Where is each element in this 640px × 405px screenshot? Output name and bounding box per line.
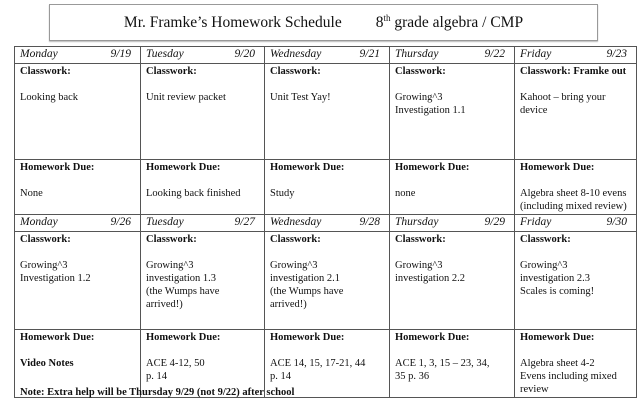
day-name: Wednesday xyxy=(270,48,322,60)
classwork-label: Classwork: Framke out xyxy=(520,66,627,77)
classwork-text: Growing^3 investigation 1.3 (the Wumps have arrived!) xyxy=(146,260,220,310)
homework-label: Homework Due: xyxy=(20,332,95,343)
homework-label: Homework Due: xyxy=(395,332,470,343)
classwork-cell xyxy=(515,232,637,330)
classwork-label: Classwork: xyxy=(20,234,71,245)
day-name: Tuesday xyxy=(146,48,184,60)
day-date: 9/29 xyxy=(484,216,505,228)
homework-label: Homework Due: xyxy=(270,162,345,173)
classwork-cell xyxy=(390,64,515,160)
classwork-text: Growing^3 investigation 2.3 Scales is coming! xyxy=(520,260,595,297)
title-grade xyxy=(376,13,523,32)
day-date: 9/20 xyxy=(234,48,255,60)
homework-cell xyxy=(141,160,265,215)
day-name: Friday xyxy=(520,48,552,60)
day-date: 9/28 xyxy=(359,216,380,228)
classwork-label: Classwork: xyxy=(146,66,197,77)
day-header xyxy=(15,215,141,232)
homework-text: ACE 14, 15, 17-21, 44 p. 14 xyxy=(270,358,366,382)
day-name: Friday xyxy=(520,216,552,228)
homework-cell xyxy=(390,160,515,215)
homework-label: Homework Due: xyxy=(520,162,595,173)
day-name: Wednesday xyxy=(270,216,322,228)
homework-label: Homework Due: xyxy=(270,332,345,343)
document-title xyxy=(49,4,598,41)
homework-text: Video Notes xyxy=(20,358,74,369)
homework-text: Algebra sheet 4-2 Evens including mixed review xyxy=(520,358,617,395)
homework-text: Study xyxy=(270,188,295,199)
day-header xyxy=(265,47,390,64)
day-date: 9/26 xyxy=(110,216,131,228)
week-header-row xyxy=(15,47,637,64)
classwork-cell xyxy=(265,64,390,160)
classwork-cell xyxy=(141,232,265,330)
classwork-text: Growing^3 investigation 2.2 xyxy=(395,260,465,284)
day-header xyxy=(141,215,265,232)
classwork-text: Growing^3 Investigation 1.1 xyxy=(395,92,466,116)
homework-label: Homework Due: xyxy=(146,332,221,343)
day-header xyxy=(15,47,141,64)
homework-cell xyxy=(515,160,637,215)
day-name: Thursday xyxy=(395,216,439,228)
classwork-text: Looking back xyxy=(20,92,79,103)
classwork-text: Growing^3 investigation 2.1 (the Wumps have arrived!) xyxy=(270,260,344,310)
day-header xyxy=(515,47,637,64)
classwork-cell xyxy=(390,232,515,330)
day-name: Tuesday xyxy=(146,216,184,228)
grade-number: 8 xyxy=(375,14,384,32)
homework-label: Homework Due: xyxy=(395,162,470,173)
classwork-label: Classwork: xyxy=(270,234,321,245)
classwork-label: Classwork: xyxy=(146,234,197,245)
day-date: 9/22 xyxy=(484,48,505,60)
classwork-label: Classwork: xyxy=(520,234,571,245)
homework-label: Homework Due: xyxy=(146,162,221,173)
classwork-cell xyxy=(265,232,390,330)
classwork-label: Classwork: xyxy=(395,66,446,77)
classwork-text: Unit Test Yay! xyxy=(270,92,331,103)
footer-note: Note: Extra help will be Thursday 9/29 (not 9/22) after school xyxy=(20,387,295,398)
classwork-label: Classwork: xyxy=(270,66,321,77)
homework-text: ACE 4-12, 50 p. 14 xyxy=(146,358,205,382)
homework-label: Homework Due: xyxy=(20,162,95,173)
homework-text: none xyxy=(395,188,416,199)
day-header xyxy=(141,47,265,64)
classwork-cell xyxy=(141,64,265,160)
homework-label: Homework Due: xyxy=(520,332,595,343)
classwork-label: Classwork: xyxy=(20,66,71,77)
day-header xyxy=(265,215,390,232)
homework-cell xyxy=(265,160,390,215)
homework-row xyxy=(15,160,637,215)
grade-suffix: th xyxy=(383,12,391,23)
day-date: 9/23 xyxy=(606,48,627,60)
homework-cell xyxy=(15,160,141,215)
classwork-row xyxy=(15,232,637,330)
day-date: 9/19 xyxy=(110,48,131,60)
classwork-label: Classwork: xyxy=(395,234,446,245)
homework-cell xyxy=(390,330,515,398)
homework-schedule-table xyxy=(14,46,637,398)
day-date: 9/30 xyxy=(606,216,627,228)
classwork-cell xyxy=(15,232,141,330)
title-teacher: Mr. Framke’s Homework Schedule xyxy=(123,13,342,31)
week-header-row xyxy=(15,215,637,232)
day-name: Monday xyxy=(20,216,58,228)
day-header xyxy=(515,215,637,232)
homework-text: Looking back finished xyxy=(146,188,241,199)
day-name: Thursday xyxy=(395,48,439,60)
grade-subject: grade algebra / CMP xyxy=(390,14,524,32)
classwork-text: Kahoot – bring your device xyxy=(520,92,606,116)
day-name: Monday xyxy=(20,48,58,60)
day-header xyxy=(390,47,515,64)
classwork-row xyxy=(15,64,637,160)
day-date: 9/27 xyxy=(234,216,255,228)
classwork-text: Growing^3 Investigation 1.2 xyxy=(20,260,91,284)
homework-cell xyxy=(515,330,637,398)
homework-text: None xyxy=(20,188,43,199)
classwork-cell xyxy=(515,64,637,160)
day-date: 9/21 xyxy=(359,48,380,60)
homework-text: ACE 1, 3, 15 – 23, 34, 35 p. 36 xyxy=(395,358,490,382)
classwork-text: Unit review packet xyxy=(146,92,226,103)
homework-text: Algebra sheet 8-10 evens (including mixed review) xyxy=(520,188,627,212)
day-header xyxy=(390,215,515,232)
classwork-cell xyxy=(15,64,141,160)
